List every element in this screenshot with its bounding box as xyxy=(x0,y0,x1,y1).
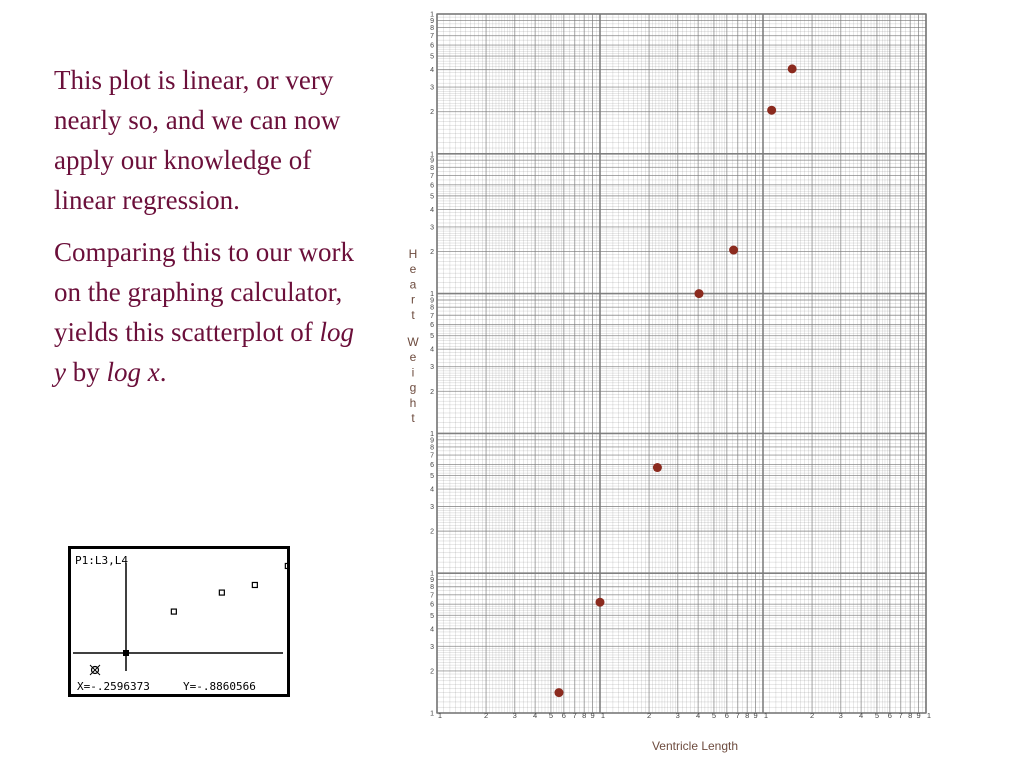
x-tick-label: 9 xyxy=(916,711,921,720)
paragraph-comparing: Comparing this to our work on the graphing calculator, yields this scatterplot of log y by log x. xyxy=(54,237,354,387)
y-axis-title xyxy=(407,247,419,425)
y-axis-title-letter: W xyxy=(407,335,419,349)
log-x-term: log x xyxy=(106,357,160,387)
y-tick-label: 1 xyxy=(430,570,434,578)
y-tick-label: 2 xyxy=(430,668,434,676)
x-tick-label: 1 xyxy=(437,711,443,720)
y-tick-label: 1 xyxy=(430,291,434,299)
x-tick-label: 5 xyxy=(874,711,880,720)
data-point xyxy=(653,463,662,472)
y-tick-label: 9 xyxy=(430,297,434,305)
y-tick-label: 5 xyxy=(430,472,434,480)
x-tick-label: 4 xyxy=(859,711,864,720)
y-tick-label: 2 xyxy=(430,249,434,257)
x-tick-label: 1 xyxy=(600,711,606,720)
y-axis-title-letter: e xyxy=(409,262,417,277)
x-tick-label: 9 xyxy=(590,711,595,720)
x-tick-label: 3 xyxy=(512,711,517,720)
x-tick-label: 4 xyxy=(696,711,701,720)
y-tick-label: 3 xyxy=(430,364,434,372)
y-tick-label: 4 xyxy=(430,626,434,634)
y-axis-title-letter: g xyxy=(409,380,417,395)
y-tick-label: 8 xyxy=(430,164,434,172)
x-tick-label: 6 xyxy=(887,711,892,720)
y-tick-label: 2 xyxy=(430,388,434,396)
y-tick-label: 6 xyxy=(430,601,434,609)
y-tick-label: 9 xyxy=(430,437,434,445)
calculator-x-readout: X=-.2596373 xyxy=(77,680,150,693)
y-tick-label: 4 xyxy=(430,486,434,494)
x-tick-label: 7 xyxy=(735,711,740,720)
log-y-term: log y xyxy=(54,317,354,387)
y-tick-label: 3 xyxy=(430,84,434,92)
x-tick-label: 5 xyxy=(711,711,717,720)
x-tick-label: 9 xyxy=(753,711,758,720)
y-tick-label: 7 xyxy=(430,172,434,180)
data-point xyxy=(695,289,704,298)
x-tick-label: 8 xyxy=(582,711,587,720)
y-tick-label: 8 xyxy=(430,584,434,592)
data-point xyxy=(596,598,605,607)
plot-area xyxy=(437,14,926,713)
y-tick-label: 6 xyxy=(430,42,434,50)
x-tick-label: 2 xyxy=(809,711,815,720)
x-tick-label: 6 xyxy=(561,711,566,720)
x-tick-label: 2 xyxy=(646,711,652,720)
y-tick-label: 9 xyxy=(430,157,434,165)
y-tick-label: 1 xyxy=(430,430,434,438)
y-tick-label: 8 xyxy=(430,25,434,33)
y-tick-label: 5 xyxy=(430,333,434,341)
paragraph-linear: This plot is linear, or very nearly so, and we can now apply our knowledge of linear regression. xyxy=(54,65,341,215)
calculator-y-readout: Y=-.8860566 xyxy=(183,680,256,693)
y-tick-label: 5 xyxy=(430,193,434,201)
y-axis-title-letter: i xyxy=(411,365,415,380)
x-axis-title: Ventricle Length xyxy=(651,739,739,753)
y-tick-label: 3 xyxy=(430,643,434,651)
y-tick-label: 5 xyxy=(430,53,434,61)
y-tick-label: 6 xyxy=(430,182,434,190)
x-tick-label: 2 xyxy=(483,711,489,720)
y-tick-label: 1 xyxy=(430,11,434,19)
data-point xyxy=(554,688,563,697)
data-point xyxy=(767,106,776,115)
x-tick-label: 1 xyxy=(926,711,932,720)
y-tick-label: 8 xyxy=(430,444,434,452)
x-tick-label: 4 xyxy=(533,711,538,720)
y-axis-title-letter: e xyxy=(409,350,417,365)
y-tick-label: 7 xyxy=(430,312,434,320)
y-tick-label: 6 xyxy=(430,322,434,330)
y-tick-label: 3 xyxy=(430,503,434,511)
x-tick-label: 7 xyxy=(898,711,903,720)
x-tick-label: 5 xyxy=(548,711,554,720)
y-tick-label: 2 xyxy=(430,528,434,536)
x-tick-label: 8 xyxy=(745,711,750,720)
y-tick-label: 3 xyxy=(430,224,434,232)
y-axis-title-letter: t xyxy=(411,307,415,322)
y-tick-label: 5 xyxy=(430,612,434,620)
y-axis-title-letter: r xyxy=(411,292,415,307)
y-tick-label: 9 xyxy=(430,17,434,25)
chart-grid xyxy=(437,14,926,713)
y-tick-label: 9 xyxy=(430,577,434,585)
y-tick-label: 2 xyxy=(430,109,434,117)
data-point xyxy=(788,64,797,73)
y-tick-label: 4 xyxy=(430,67,434,75)
x-tick-label: 3 xyxy=(838,711,843,720)
y-tick-label: 7 xyxy=(430,33,434,41)
y-axis-title-letter: a xyxy=(409,277,417,292)
y-tick-label: 4 xyxy=(430,346,434,354)
x-tick-label: 7 xyxy=(572,711,577,720)
data-point xyxy=(729,246,738,255)
y-tick-label: 7 xyxy=(430,452,434,460)
y-axis-title-letter: H xyxy=(408,247,418,261)
y-tick-label: 8 xyxy=(430,304,434,312)
y-tick-label: 4 xyxy=(430,206,434,214)
y-tick-label: 7 xyxy=(430,592,434,600)
calculator-plot-label: P1:L3,L4 xyxy=(75,554,128,567)
x-tick-label: 6 xyxy=(724,711,729,720)
y-axis-title-letter: t xyxy=(411,411,415,425)
y-axis-title-letter: h xyxy=(409,395,417,410)
x-tick-label: 1 xyxy=(763,711,769,720)
x-tick-label: 3 xyxy=(675,711,680,720)
y-tick-label: 1 xyxy=(430,710,434,718)
y-tick-label: 1 xyxy=(430,151,434,159)
x-tick-label: 8 xyxy=(908,711,913,720)
y-tick-label: 6 xyxy=(430,461,434,469)
